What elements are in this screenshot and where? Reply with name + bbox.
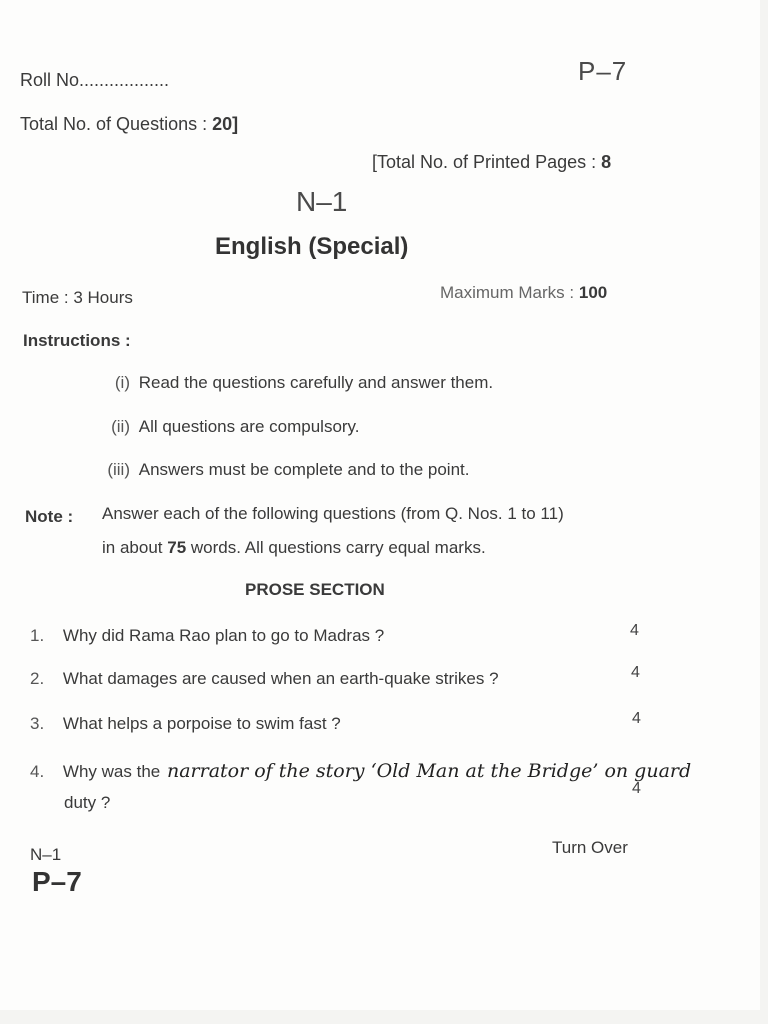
max-marks-value: 100 xyxy=(578,283,608,302)
footer-paper-code: P–7 xyxy=(32,866,82,897)
printed-pages-value: 8 xyxy=(601,152,612,172)
note-word-count: 75 xyxy=(167,538,187,557)
printed-pages xyxy=(372,152,611,173)
instruction-num: (ii) xyxy=(111,417,130,436)
question-text-handwritten: narrator of the story ‘Old Man at the Bridge’ on guard xyxy=(166,760,692,782)
question-marks: 4 xyxy=(630,622,639,639)
instruction-item xyxy=(100,373,493,393)
question-number: 1. xyxy=(30,626,45,645)
time-allowed xyxy=(22,288,133,308)
time-value: 3 Hours xyxy=(73,288,133,307)
roll-number-field: Roll No.................. xyxy=(20,70,170,90)
question-item xyxy=(30,626,384,646)
note-line-2-pre: in about xyxy=(102,538,163,557)
instructions-heading: Instructions : xyxy=(23,331,131,350)
instruction-text: Read the questions carefully and answer them. xyxy=(138,373,494,392)
instruction-item xyxy=(96,417,360,437)
note-label: Note : xyxy=(25,507,74,526)
instruction-num: (iii) xyxy=(107,460,130,479)
paper-id: N–1 xyxy=(296,186,348,217)
turn-over-label: Turn Over xyxy=(552,838,628,857)
time-label: Time : xyxy=(22,288,69,307)
instruction-num: (i) xyxy=(114,373,130,392)
question-item xyxy=(30,760,691,782)
section-title: PROSE SECTION xyxy=(245,580,385,599)
question-item xyxy=(30,669,499,689)
question-number: 4. xyxy=(30,762,45,781)
subject-title: English (Special) xyxy=(215,233,409,260)
question-text: Why did Rama Rao plan to go to Madras ? xyxy=(62,626,385,645)
note-line-1: Answer each of the following questions (from Q. Nos. 1 to 11) xyxy=(102,504,564,523)
footer-paper-id: N–1 xyxy=(30,845,62,864)
note-line-2-post: words. All questions carry equal marks. xyxy=(190,538,486,557)
question-number: 2. xyxy=(30,669,45,688)
question-marks: 4 xyxy=(632,780,641,797)
question-text: What helps a porpoise to swim fast ? xyxy=(62,714,341,733)
question-text-printed: Why was the xyxy=(62,762,161,781)
question-marks: 4 xyxy=(632,710,641,727)
max-marks-label: Maximum Marks : xyxy=(440,283,575,302)
instruction-text: All questions are compulsory. xyxy=(138,417,360,436)
instruction-item xyxy=(92,460,469,480)
question-item xyxy=(30,714,341,734)
total-questions-label: Total No. of Questions : xyxy=(20,114,208,134)
question-text-line-2: duty ? xyxy=(64,793,111,812)
question-number: 3. xyxy=(30,714,45,733)
paper-code-top: P–7 xyxy=(578,56,628,86)
note-line-2 xyxy=(102,538,486,558)
question-text: What damages are caused when an earth-quake strikes ? xyxy=(62,669,499,688)
question-marks: 4 xyxy=(631,664,640,681)
printed-pages-label: [Total No. of Printed Pages : xyxy=(372,152,597,172)
maximum-marks xyxy=(440,283,607,303)
instruction-text: Answers must be complete and to the point. xyxy=(138,460,470,479)
total-questions xyxy=(20,114,238,135)
total-questions-value: 20] xyxy=(212,114,239,134)
